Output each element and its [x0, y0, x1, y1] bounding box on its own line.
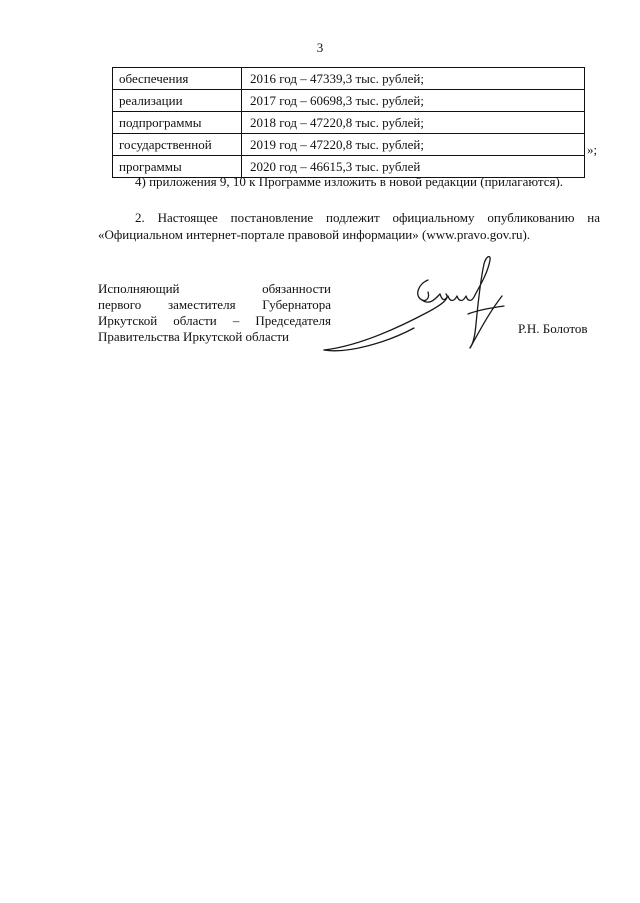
row-label: обеспечения	[113, 68, 242, 90]
page-number: 3	[316, 40, 324, 55]
table-row	[113, 68, 585, 90]
row-value: 2016 год – 47339,3 тыс. рублей;	[242, 68, 585, 90]
row-label: государственной	[113, 134, 242, 156]
row-value: 2019 год – 47220,8 тыс. рублей;	[242, 134, 585, 156]
handwritten-signature	[318, 250, 518, 360]
paragraph-item-2: 2. Настоящее постановление подлежит официальному опубликованию на «Официальном интернет-портале правовой информации» (www.pravo.gov.ru).	[98, 210, 600, 242]
table-row	[113, 90, 585, 112]
row-label: подпрограммы	[113, 112, 242, 134]
position-line: Иркутской области – Председателя	[98, 313, 331, 328]
row-value: 2017 год – 60698,3 тыс. рублей;	[242, 90, 585, 112]
row-value: 2020 год – 46615,3 тыс. рублей	[242, 156, 585, 178]
funding-table	[112, 67, 585, 178]
table-row	[113, 134, 585, 156]
row-label: программы	[113, 156, 242, 178]
signatory-position	[98, 281, 331, 345]
closing-quote: »;	[587, 142, 598, 157]
position-line: Правительства Иркутской области	[98, 329, 290, 344]
paragraph-item-4: 4) приложения 9, 10 к Программе изложить в новой редакции (прилагаются).	[135, 174, 564, 189]
table-row	[113, 112, 585, 134]
row-value: 2018 год – 47220,8 тыс. рублей;	[242, 112, 585, 134]
row-label: реализации	[113, 90, 242, 112]
position-line: Исполняющий обязанности	[98, 281, 331, 296]
position-line: первого заместителя Губернатора	[98, 297, 331, 312]
signatory-name: Р.Н. Болотов	[518, 321, 588, 336]
